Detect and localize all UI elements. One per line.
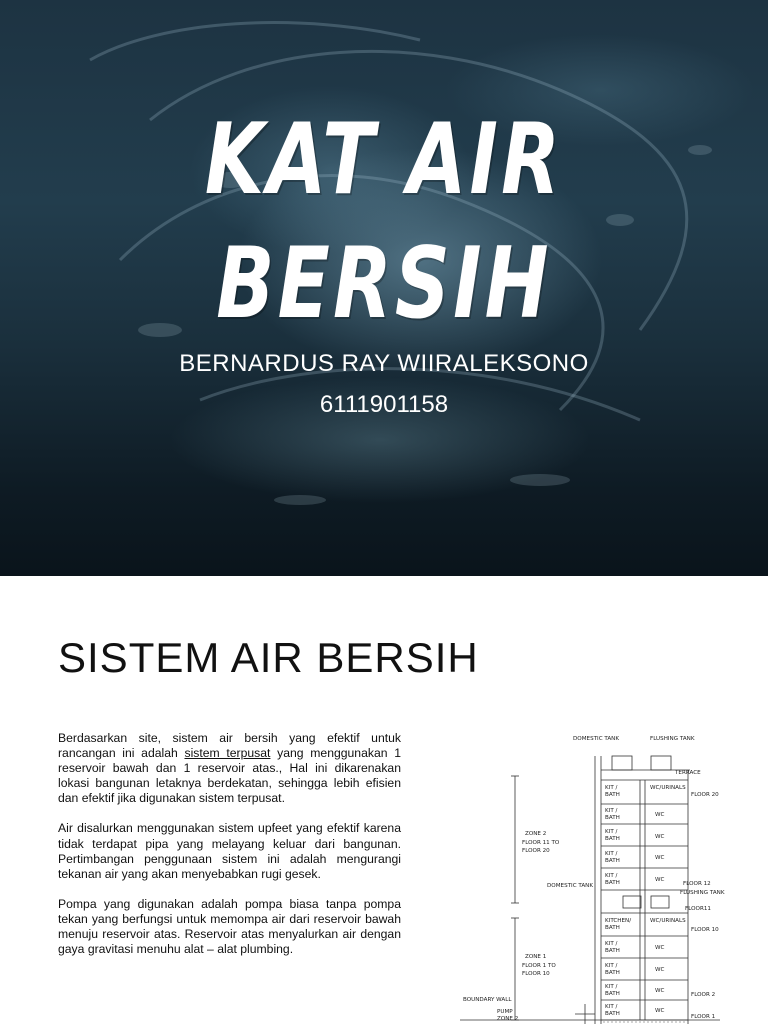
label-floor10: FLOOR 10 bbox=[691, 927, 719, 933]
underlined-term: sistem terpusat bbox=[184, 746, 271, 761]
room-kit: KIT / bbox=[605, 851, 618, 857]
label-pump: PUMP bbox=[497, 1009, 513, 1015]
room-kitchen: KITCHEN/ bbox=[605, 918, 632, 924]
room-wc-urinals: WC/URINALS bbox=[650, 918, 686, 924]
section-body bbox=[58, 731, 401, 972]
room-wc: WC bbox=[655, 1008, 665, 1014]
label-zone1: ZONE 1 bbox=[525, 954, 547, 960]
label-flushing-tank-top: FLUSHING TANK bbox=[650, 736, 695, 742]
label-zone1-range-a: FLOOR 1 TO bbox=[522, 963, 556, 969]
room-wc: WC bbox=[655, 967, 665, 973]
room-kit: KIT / bbox=[605, 963, 618, 969]
label-zone2: ZONE 2 bbox=[525, 831, 547, 837]
label-zone2-range-b: FLOOR 20 bbox=[522, 848, 550, 854]
label-floor20: FLOOR 20 bbox=[691, 792, 719, 798]
label-flushing-tank-mid: FLUSHING TANK bbox=[680, 890, 725, 896]
room-wc: WC bbox=[655, 834, 665, 840]
paragraph-3: Pompa yang digunakan adalah pompa biasa tanpa pompa tekan yang berfungsi untuk memompa air dari reservoir bawah menuju reservoir atas. Reservoir atas menyalurkan air dengan gaya gravitasi menuhu alat – alat plumbing. bbox=[58, 896, 401, 957]
label-terrace: TERRACE bbox=[675, 770, 701, 776]
room-kit: KIT / bbox=[605, 984, 618, 990]
room-bath: BATH bbox=[605, 858, 620, 864]
student-id: 6111901158 bbox=[319, 391, 449, 418]
room-bath: BATH bbox=[605, 991, 620, 997]
room-kit: KIT / bbox=[605, 941, 618, 947]
room-kit: KIT / bbox=[605, 829, 618, 835]
room-bath: BATH bbox=[605, 948, 620, 954]
label-zone1-range-b: FLOOR 10 bbox=[522, 971, 550, 977]
label-domestic-tank-top: DOMESTIC TANK bbox=[573, 736, 620, 742]
room-kit: KIT / bbox=[605, 873, 618, 879]
room-kit: KIT / bbox=[605, 785, 618, 791]
room-wc: WC bbox=[655, 812, 665, 818]
label-zone2-range-a: FLOOR 11 TO bbox=[522, 840, 560, 846]
room-wc: WC bbox=[655, 988, 665, 994]
room-bath: BATH bbox=[605, 970, 620, 976]
label-floor2: FLOOR 2 bbox=[691, 992, 716, 998]
paragraph-1-start: Berdasarkan site, sistem air bersih yang efektif untuk rancangan ini adalah bbox=[58, 731, 401, 761]
room-kit: KIT / bbox=[605, 1004, 618, 1010]
section-heading: SISTEM AIR BERSIH bbox=[58, 634, 479, 681]
cover-title-line1: KAT AIR bbox=[204, 103, 564, 217]
paragraph-1-end: yang menggunakan 1 reservoir bawah dan 1 reservoir atas., Hal ini dikarenakan lokasi bangunan letaknya berdekatan, sehingga lebih efisien dan efektif jika digunakan sistem terpusat. bbox=[58, 746, 401, 806]
room-kit: KIT / bbox=[605, 808, 618, 814]
cover-title-line2: BERSIH bbox=[216, 227, 552, 341]
label-zone2-pump: ZONE 2 bbox=[497, 1016, 519, 1022]
room-wc-urinals: WC/URINALS bbox=[650, 785, 686, 791]
author-name: BERNARDUS RAY WIIRALEKSONO bbox=[179, 350, 589, 377]
label-floor11: FLOOR11 bbox=[685, 906, 711, 912]
room-bath: BATH bbox=[605, 925, 620, 931]
room-bath: BATH bbox=[605, 880, 620, 886]
room-bath: BATH bbox=[605, 792, 620, 798]
room-wc: WC bbox=[655, 877, 665, 883]
label-boundary-wall: BOUNDARY WALL bbox=[463, 997, 512, 1003]
label-floor1: FLOOR 1 bbox=[691, 1014, 716, 1020]
water-supply-diagram bbox=[455, 728, 725, 1024]
room-bath: BATH bbox=[605, 1011, 620, 1017]
room-bath: BATH bbox=[605, 836, 620, 842]
paragraph-1 bbox=[58, 731, 401, 806]
room-wc: WC bbox=[655, 855, 665, 861]
paragraph-2: Air disalurkan menggunakan sistem upfeet yang efektif karena tidak terdapat pipa yang melayang keluar dari bangunan. Pertimbangan penggunaan sistem ini adalah mengurangi tekanan air yang akan menyebabkan rugi gesek. bbox=[58, 821, 401, 881]
room-wc: WC bbox=[655, 945, 665, 951]
room-bath: BATH bbox=[605, 815, 620, 821]
label-floor12: FLOOR 12 bbox=[683, 881, 711, 887]
label-domestic-tank-mid: DOMESTIC TANK bbox=[547, 883, 594, 889]
